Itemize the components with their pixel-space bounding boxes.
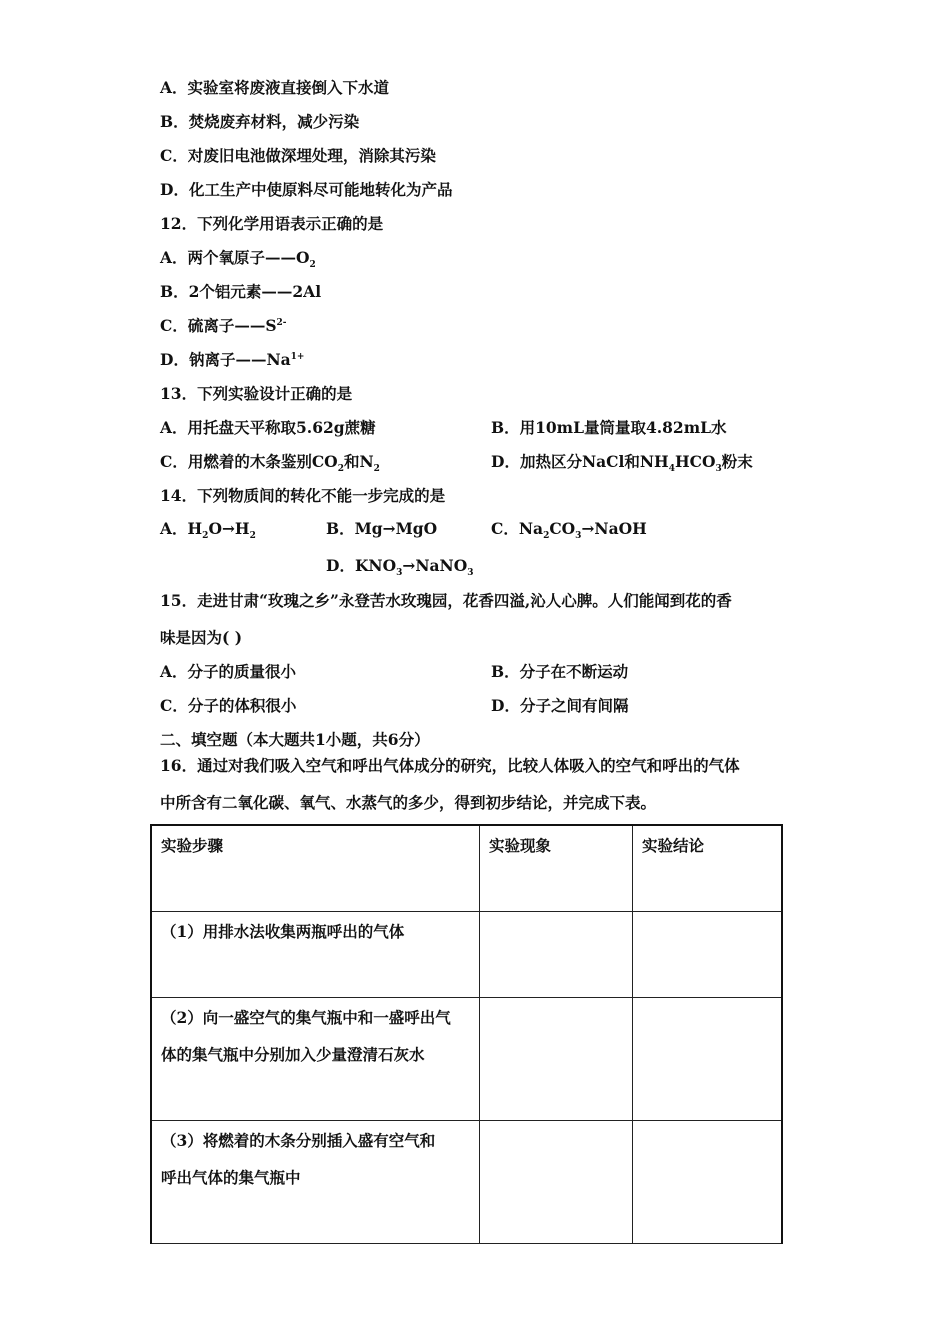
q13-stem: 13．下列实验设计正确的是 <box>160 384 353 403</box>
q12-option-d: D．钠离子$——Na^{1+}$ <box>160 350 305 369</box>
q13-option-c: C．用燃着的木条鉴别$CO_2$和$N_2$ <box>160 452 380 475</box>
q15-option-a: A．分子的质量很小 <box>160 662 297 681</box>
q14-option-c: C．$Na_2CO_3\to NaOH$ <box>491 519 647 542</box>
q15-stem-line2: 味是因为( ) <box>160 628 243 647</box>
table-row <box>151 912 782 998</box>
section-2-title: 二、填空题（本大题共1小题，共6分） <box>160 730 430 749</box>
q15-option-b: B．分子在不断运动 <box>491 662 629 681</box>
q15-option-c: C．分子的体积很小 <box>160 696 297 715</box>
header-steps: 实验步骤 <box>151 825 480 912</box>
q12-option-c: C．硫离子$——S^{2-}$ <box>160 316 287 335</box>
q16-stem-line1: 16．通过对我们吸入空气和呼出气体成分的研究，比较人体吸入的空气和呼出的气体 <box>160 756 740 775</box>
step-3: （3）将燃着的木条分别插入盛有空气和 呼出气体的集气瓶中 <box>151 1121 480 1244</box>
table-header-row <box>151 825 782 912</box>
q11-option-c: C．对废旧电池做深埋处理，消除其污染 <box>160 146 436 165</box>
q15-option-d: D．分子之间有间隔 <box>491 696 629 715</box>
q14-option-a: A．$H_2O\to H_2$ <box>160 519 256 542</box>
q12-stem: 12．下列化学用语表示正确的是 <box>160 214 384 233</box>
step-2: （2）向一盛空气的集气瓶中和一盛呼出气 体的集气瓶中分别加入少量澄清石灰水 <box>151 998 480 1121</box>
phenomenon-1[interactable] <box>480 912 633 998</box>
table-row <box>151 998 782 1121</box>
step-1: （1）用排水法收集两瓶呼出的气体 <box>151 912 480 998</box>
q12-option-a: A．两个氧原子$——O_2$ <box>160 248 316 271</box>
header-conclusion: 实验结论 <box>633 825 783 912</box>
q11-option-d: D．化工生产中使原料尽可能地转化为产品 <box>160 180 453 199</box>
table-row <box>151 1121 782 1244</box>
q13-option-b: B．用10mL量筒量取4.82mL水 <box>491 418 727 437</box>
q13-option-d: D．加热区分NaCl和$NH_4HCO_3$粉末 <box>491 452 753 475</box>
q12-option-b: B．2个铝元素——2Al <box>160 282 322 301</box>
conclusion-1[interactable] <box>633 912 783 998</box>
q11-option-b: B．焚烧废弃材料，减少污染 <box>160 112 360 131</box>
q15-stem-line1: 15．走进甘肃“玫瑰之乡”永登苦水玫瑰园，花香四溢,沁人心脾。人们能闻到花的香 <box>160 591 732 610</box>
q13-option-a: A．用托盘天平称取5.62g蔗糖 <box>160 418 376 437</box>
header-phenomenon: 实验现象 <box>480 825 633 912</box>
phenomenon-3[interactable] <box>480 1121 633 1244</box>
conclusion-3[interactable] <box>633 1121 783 1244</box>
experiment-table <box>150 824 783 1244</box>
q14-option-d: D．$KNO_3\to NaNO_3$ <box>326 556 474 579</box>
q14-option-b: B．Mg→MgO <box>326 519 438 538</box>
q11-option-a: A．实验室将废液直接倒入下水道 <box>160 78 390 97</box>
q14-stem: 14．下列物质间的转化不能一步完成的是 <box>160 486 446 505</box>
q16-stem-line2: 中所含有二氧化碳、氧气、水蒸气的多少，得到初步结论，并完成下表。 <box>160 793 657 812</box>
conclusion-2[interactable] <box>633 998 783 1121</box>
phenomenon-2[interactable] <box>480 998 633 1121</box>
